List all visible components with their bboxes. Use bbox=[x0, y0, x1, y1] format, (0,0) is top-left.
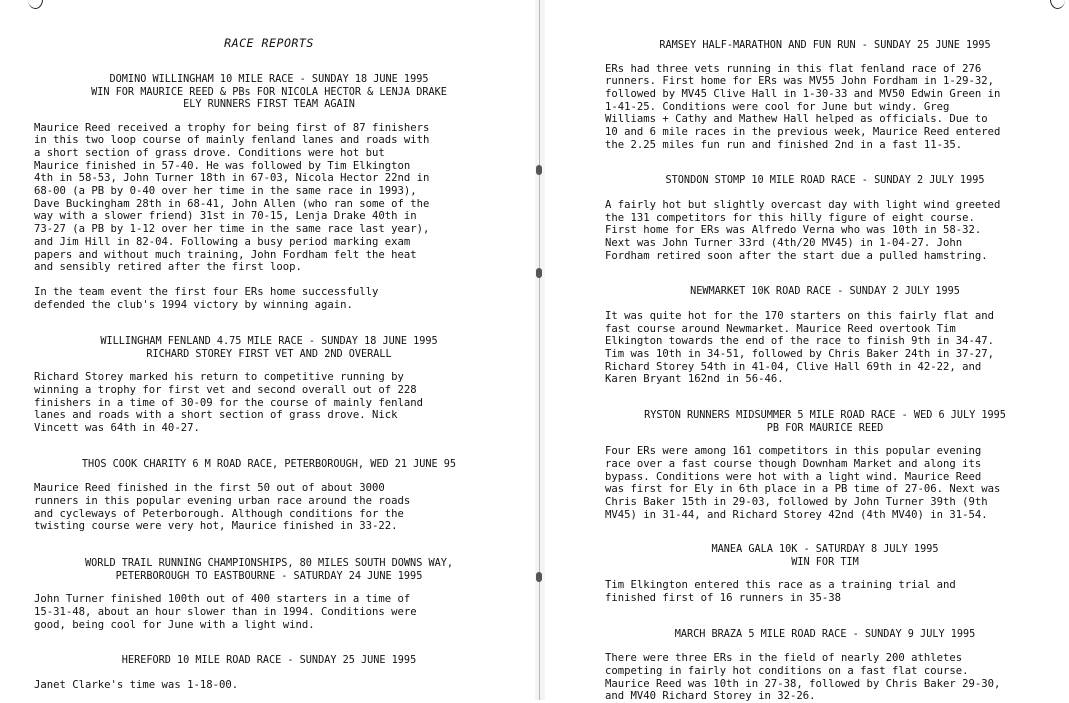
race-report bbox=[605, 40, 1045, 151]
report-heading-line: THOS COOK CHARITY 6 M ROAD RACE, PETERBOROUGH, WED 21 JUNE 95 bbox=[81, 458, 457, 470]
race-report bbox=[34, 459, 504, 533]
report-paragraph: It was quite hot for the 170 starters on this fairly flat and fast course around Newmarket. Maurice Reed overtook Tim Elkington towards the end of the race to finish 9th in 34-47. Tim was 10th in 34-51, followed by Chris Baker 24th in 37-27, Richard Storey 54th in 41-04, Clive Hall 69th in 42-22, and Karen Bryant 162nd in 56-46. bbox=[605, 309, 995, 386]
report-heading-line: MARCH BRAZA 5 MILE ROAD RACE - SUNDAY 9 JULY 1995 bbox=[674, 628, 976, 640]
report-heading-line: WIN FOR TIM bbox=[791, 556, 859, 568]
page-title: RACE REPORTS bbox=[224, 36, 314, 50]
race-report bbox=[34, 336, 504, 435]
report-paragraph: A fairly hot but slightly overcast day with light wind greeted the 131 competitors for this hilly figure of eight course. First home for ERs was Alfredo Verna who was 10th in 58-32. Next was John Turner 33rd (4th/20 MV45) in 1-04-27. John Fordham retired soon after the start due a pulled hamstring. bbox=[605, 198, 1001, 262]
book-gutter bbox=[535, 0, 545, 700]
race-report bbox=[605, 544, 1045, 604]
report-heading-line: ELY RUNNERS FIRST TEAM AGAIN bbox=[183, 99, 355, 110]
race-report bbox=[605, 286, 1045, 386]
report-heading-line: WIN FOR MAURICE REED & PBs FOR NICOLA HECTOR & LENJA DRAKE bbox=[91, 86, 447, 98]
binding-hole-mark bbox=[536, 268, 542, 278]
report-heading-line: PETERBOROUGH TO EASTBOURNE - SATURDAY 24 JUNE 1995 bbox=[115, 570, 423, 582]
race-report bbox=[34, 74, 504, 311]
report-paragraph: John Turner finished 100th out of 400 starters in a time of 15-31-48, about an hour slower than in 1994. Conditions were good, being cool for June with a light wind. bbox=[34, 593, 417, 631]
report-paragraph: There were three ERs in the field of nearly 200 athletes competing in fairly hot conditions on a fast flat course. Maurice Reed was 10th in 27-38, followed by Chris Baker 29-30, and MV40 Richard Storey in 32-26. bbox=[605, 652, 1001, 703]
left-column bbox=[34, 0, 504, 691]
race-report bbox=[605, 410, 1045, 521]
report-heading-line: NEWMARKET 10K ROAD RACE - SUNDAY 2 JULY 1995 bbox=[690, 286, 960, 298]
report-paragraph: Maurice Reed finished in the first 50 out of about 3000 runners in this popular evening urban race around the roads and cycleways of Peterborough. Although conditions for the twisting course were very hot, Maurice finished in 33-22. bbox=[34, 482, 411, 533]
report-heading-line: RAMSEY HALF-MARATHON AND FUN RUN - SUNDAY 25 JUNE 1995 bbox=[659, 40, 991, 51]
report-heading-line: MANEA GALA 10K - SATURDAY 8 JULY 1995 bbox=[711, 544, 939, 556]
race-report bbox=[34, 558, 504, 631]
report-heading-line: STONDON STOMP 10 MILE ROAD RACE - SUNDAY 2 JULY 1995 bbox=[665, 175, 985, 187]
report-paragraph: Janet Clarke's time was 1-18-00. bbox=[34, 678, 239, 691]
right-column bbox=[605, 0, 1045, 703]
report-heading-line: DOMINO WILLINGHAM 10 MILE RACE - SUNDAY 18 JUNE 1995 bbox=[109, 74, 429, 85]
binding-hole-mark bbox=[536, 165, 542, 175]
race-report bbox=[605, 175, 1045, 262]
report-paragraph: ERs had three vets running in this flat fenland race of 276 runners. First home for ERs was MV55 John Fordham in 1-29-32, followed by MV45 Clive Hall in 1-30-33 and MV50 Edwin Green in 1-41-25. Conditions were cool for June but windy. Greg Williams + Cathy and Mathew Hall helped as officials. Due to 10 and 6 mile races in the previous week, Maurice Reed entered the 2.25 miles fun run and finished 2nd in a fast 11-35. bbox=[605, 62, 1001, 151]
gutter-fold-line bbox=[539, 0, 540, 700]
report-heading-line: WORLD TRAIL RUNNING CHAMPIONSHIPS, 80 MILES SOUTH DOWNS WAY, bbox=[84, 558, 453, 570]
report-heading-line: RICHARD STOREY FIRST VET AND 2ND OVERALL bbox=[146, 348, 392, 360]
race-report bbox=[34, 655, 504, 691]
report-paragraph: Richard Storey marked his return to competitive running by winning a trophy for first vet and second overall out of 228 finishers in a time of 30-09 for the course of mainly fenland lanes and roads with a short section of grass drove. Nick Vincett was 64th in 40-27. bbox=[34, 371, 424, 435]
report-paragraph: Four ERs were among 161 competitors in this popular evening race over a fast course though Downham Market and along its bypass. Conditions were hot with a light wind. Maurice Reed was first for Ely in 6th place in a PB time of 27-06. Next was Chris Baker 15th in 29-03, followed by John Turner 39th (9th MV45) in 31-44, and Richard Storey 42nd (4th MV40) in 31-54. bbox=[605, 445, 1001, 521]
binding-hole-mark bbox=[536, 572, 542, 582]
report-paragraph: In the team event the first four ERs home successfully defended the club's 1994 victory by winning again. bbox=[34, 285, 379, 311]
report-heading-line: HEREFORD 10 MILE ROAD RACE - SUNDAY 25 JUNE 1995 bbox=[121, 655, 417, 667]
report-paragraph: Tim Elkington entered this race as a training trial and finished first of 16 runners in 35-38 bbox=[605, 579, 956, 605]
report-heading-line: RYSTON RUNNERS MIDSUMMER 5 MILE ROAD RACE - WED 6 JULY 1995 bbox=[644, 410, 1006, 422]
report-paragraph: Maurice Reed received a trophy for being first of 87 finishers in this two loop course of mainly fenland lanes and roads with a short section of grass drove. Conditions were hot but Maurice finished in 57-40. He was followed by Tim Elkington 4th in 58-53, John Turner 18th in 67-03, Nicola Hector 22nd in 68-00 (a PB by 0-40 over her time in the same race in 1993), Dave Buckingham 28th in 68-41, John Allen (who ran some of the way with a slower friend) 31st in 70-15, Lenja Drake 40th in 73-27 (a PB by 1-12 over her time in the same race last year), and Jim Hill in 82-04. Following a busy period marking exam papers and without much training, John Fordham felt the heat and sensibly retired after the first loop. bbox=[34, 121, 430, 274]
report-heading-line: PB FOR MAURICE REED bbox=[766, 422, 884, 434]
race-report bbox=[605, 629, 1045, 703]
report-heading-line: WILLINGHAM FENLAND 4.75 MILE RACE - SUNDAY 18 JUNE 1995 bbox=[100, 336, 438, 348]
